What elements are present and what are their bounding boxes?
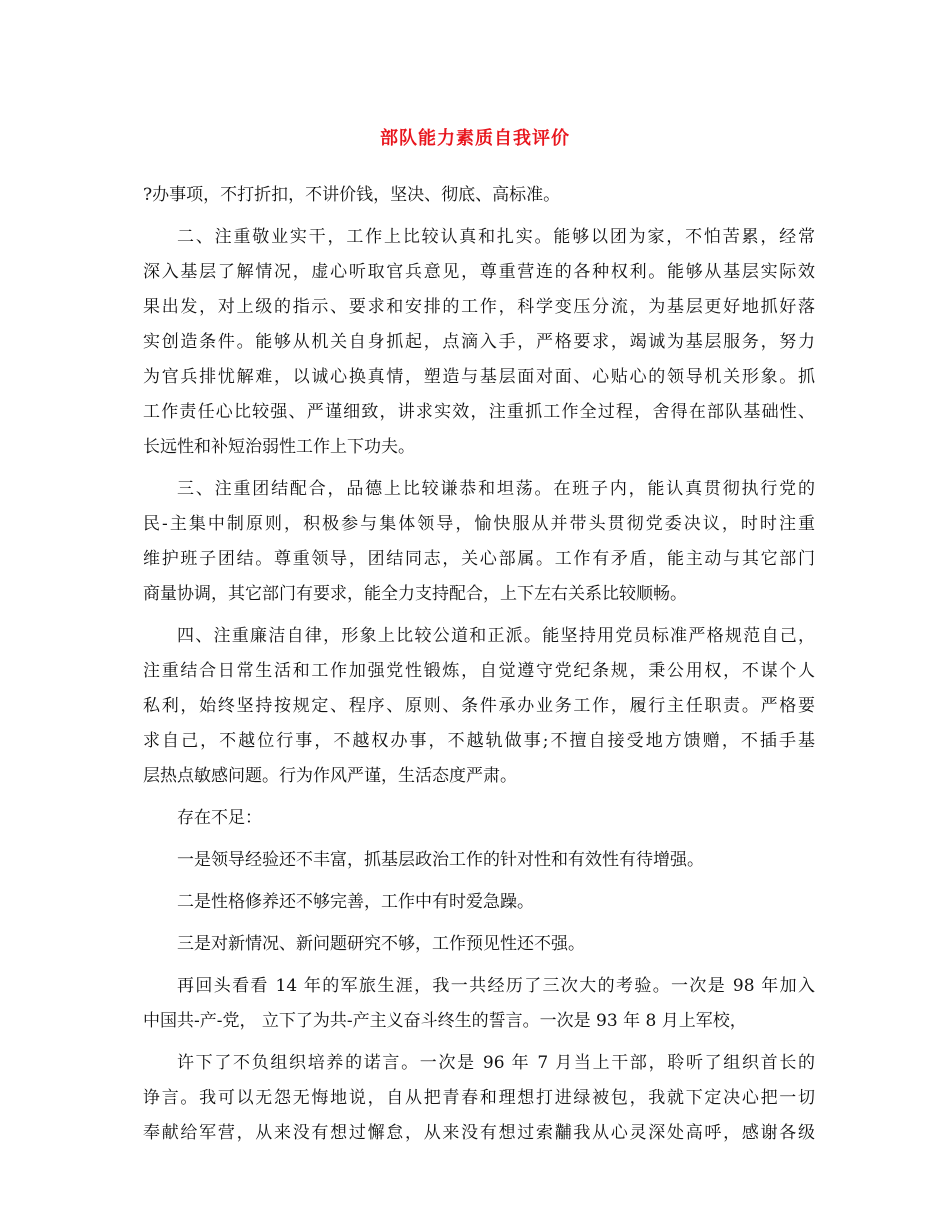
- text-line: 再回头看看 14 年的军旅生涯，我一共经历了三次大的考验。一次是 98 年加入: [177, 976, 815, 996]
- text-line: 私利，始终坚持按规定、程序、原则、条件承办业务工作，履行主任职责。严格要: [143, 696, 815, 716]
- text-line: 层热点敏感问题。行为作风严谨，生活态度严肃。: [143, 766, 517, 786]
- text-line: 长远性和补短治弱性工作上下功夫。: [143, 437, 415, 457]
- text-line: 果出发，对上级的指示、要求和安排的工作，科学变压分流，为基层更好地抓好落: [143, 297, 815, 317]
- paragraph-gap: [143, 213, 815, 220]
- paragraph-gap: [143, 878, 815, 885]
- text-line: 许下了不负组织培养的诺言。一次是 96 年 7 月当上干部，聆听了组织首长的: [177, 1053, 815, 1073]
- text-line: 维护班子团结。尊重领导，团结同志，关心部属。工作有矛盾，能主动与其它部门: [143, 549, 815, 569]
- text-line: 二是性格修养还不够完善，工作中有时爱急躁。: [177, 892, 534, 912]
- paragraph-gap: [143, 1039, 815, 1046]
- paragraph-gap: [143, 920, 815, 927]
- document-body: [143, 178, 815, 1151]
- paragraph-gap: [143, 612, 815, 619]
- text-line: 三是对新情况、新问题研究不够，工作预见性还不强。: [177, 934, 585, 954]
- text-line: 中国共-产-党， 立下了为共-产主义奋斗终生的誓言。一次是 93 年 8 月上军校，: [143, 1011, 747, 1031]
- text-line: 奉献给军营，从来没有想过懈怠，从来没有想过索黼我从心灵深处高呼，感谢各级: [143, 1123, 815, 1143]
- text-line: 注重结合日常生活和工作加强党性锻炼，自觉遵守党纪条规，秉公用权，不谋个人: [143, 661, 815, 681]
- text-line: 为官兵排忧解难，以诚心换真情，塑造与基层面对面、心贴心的领导机关形象。抓: [143, 367, 815, 387]
- paragraph-gap: [143, 794, 815, 801]
- text-line: ?办事项，不打折扣，不讲价钱，坚决、彻底、高标准。: [143, 185, 561, 205]
- text-line: 深入基层了解情况，虚心听取官兵意见，尊重营连的各种权利。能够从基层实际效: [143, 262, 815, 282]
- text-line: 四、注重廉洁自律，形象上比较公道和正派。能坚持用党员标准严格规范自己，: [177, 626, 815, 646]
- text-line: 工作责任心比较强、严谨细致，讲求实效，注重抓工作全过程，舍得在部队基础性、: [143, 402, 815, 422]
- text-line: 求自己，不越位行事，不越权办事，不越轨做事;不擅自接受地方馈赠，不插手基: [143, 731, 815, 751]
- text-line: 一是领导经验还不丰富，抓基层政治工作的针对性和有效性有待增强。: [177, 850, 704, 870]
- paragraph-gap: [143, 836, 815, 843]
- text-line: 民-主集中制原则，积极参与集体领导，愉快服从并带头贯彻党委决议，时时注重: [143, 514, 815, 534]
- text-line: 诤言。我可以无怨无悔地说，自从把青春和理想打进绿被包，我就下定决心把一切: [143, 1088, 815, 1108]
- text-line: 商量协调，其它部门有要求，能全力支持配合，上下左右关系比较顺畅。: [143, 584, 687, 604]
- text-line: 存在不足：: [177, 808, 262, 828]
- document-title: 部队能力素质自我评价: [380, 128, 570, 149]
- text-line: 二、注重敬业实干，工作上比较认真和扎实。能够以团为家，不怕苦累，经常: [177, 227, 815, 247]
- text-line: 实创造条件。能够从机关自身抓起，点滴入手，严格要求，竭诚为基层服务，努力: [143, 332, 815, 352]
- text-line: 三、注重团结配合，品德上比较谦恭和坦荡。在班子内，能认真贯彻执行党的: [177, 479, 815, 499]
- paragraph-gap: [143, 465, 815, 472]
- paragraph-gap: [143, 962, 815, 969]
